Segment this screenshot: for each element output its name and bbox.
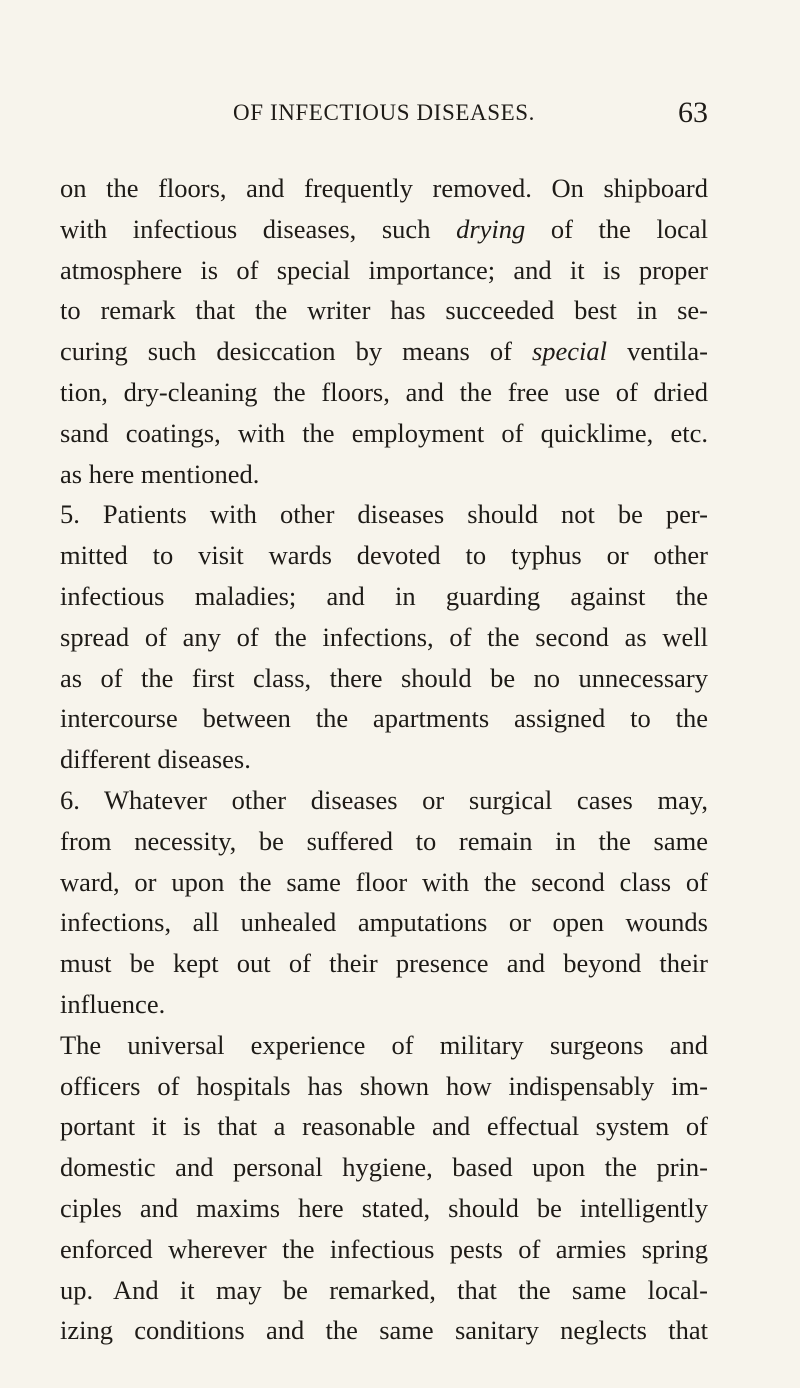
text-line bbox=[60, 535, 708, 576]
text-segment: ward, or upon the same floor with the second class of bbox=[60, 866, 708, 897]
text-segment: sand coatings, with the employment of quicklime, etc. bbox=[60, 417, 708, 448]
text-segment: spread of any of the infections, of the second as well bbox=[60, 621, 708, 652]
text-segment: must be kept out of their presence and beyond their bbox=[60, 948, 708, 979]
text-line bbox=[60, 658, 708, 699]
text-segment: intercourse between the apartments assigned to the bbox=[60, 703, 708, 734]
text-line bbox=[60, 984, 708, 1025]
text-line bbox=[60, 168, 708, 209]
text-segment: from necessity, be suffered to remain in the same bbox=[60, 825, 708, 856]
text-line bbox=[60, 862, 708, 903]
text-segment: ciples and maxims here stated, should be intelligently bbox=[60, 1192, 708, 1223]
text-line bbox=[60, 576, 708, 617]
body-text bbox=[60, 168, 708, 1351]
text-segment: 5. Patients with other diseases should not be per- bbox=[60, 499, 708, 530]
italic-text: drying bbox=[456, 213, 526, 244]
text-segment: up. And it may be remarked, that the same local- bbox=[60, 1274, 708, 1305]
running-title: OF INFECTIOUS DISEASES. bbox=[233, 100, 535, 125]
text-line bbox=[60, 250, 708, 291]
text-segment: as of the first class, there should be no unnecessary bbox=[60, 662, 708, 693]
page-number: 63 bbox=[678, 96, 708, 129]
text-segment: mitted to visit wards devoted to typhus or other bbox=[60, 540, 708, 571]
text-segment: influence. bbox=[60, 988, 166, 1019]
text-line bbox=[60, 372, 708, 413]
text-segment: portant it is that a reasonable and effectual system of bbox=[60, 1111, 708, 1142]
text-line bbox=[60, 454, 708, 495]
text-segment: different diseases. bbox=[60, 744, 251, 775]
text-line bbox=[60, 902, 708, 943]
text-line bbox=[60, 413, 708, 454]
text-line bbox=[60, 1147, 708, 1188]
text-line bbox=[60, 494, 708, 535]
text-segment: of the local bbox=[525, 213, 708, 244]
text-segment: as here mentioned. bbox=[60, 458, 260, 489]
text-line bbox=[60, 1106, 708, 1147]
text-line bbox=[60, 1066, 708, 1107]
text-line bbox=[60, 1188, 708, 1229]
text-segment: on the floors, and frequently removed. On shipboard bbox=[60, 173, 708, 203]
text-segment: to remark that the writer has succeeded best in se- bbox=[60, 295, 708, 326]
text-segment: izing conditions and the same sanitary neglects that bbox=[60, 1315, 708, 1346]
text-line bbox=[60, 943, 708, 984]
text-segment: domestic and personal hygiene, based upon the prin- bbox=[60, 1152, 708, 1183]
text-segment: ventila- bbox=[607, 336, 709, 367]
text-segment: infectious maladies; and in guarding against the bbox=[60, 580, 708, 611]
text-line bbox=[60, 739, 708, 780]
text-segment: enforced wherever the infectious pests of armies spring bbox=[60, 1233, 708, 1264]
text-line bbox=[60, 209, 708, 250]
text-segment: officers of hospitals has shown how indispensably im- bbox=[60, 1070, 708, 1101]
text-line bbox=[60, 1310, 708, 1351]
text-line bbox=[60, 290, 708, 331]
text-segment: 6. Whatever other diseases or surgical cases may, bbox=[60, 784, 708, 815]
text-line bbox=[60, 1025, 708, 1066]
text-line bbox=[60, 1229, 708, 1270]
text-segment: curing such desiccation by means of bbox=[60, 336, 532, 367]
text-line bbox=[60, 780, 708, 821]
text-segment: with infectious diseases, such bbox=[60, 213, 457, 244]
text-segment: atmosphere is of special importance; and it is proper bbox=[60, 254, 708, 285]
text-line bbox=[60, 698, 708, 739]
text-segment: The universal experience of military surgeons and bbox=[60, 1029, 708, 1060]
text-line bbox=[60, 821, 708, 862]
italic-text: special bbox=[531, 336, 608, 367]
text-segment: infections, all unhealed amputations or open wounds bbox=[60, 907, 708, 938]
text-segment: tion, dry-cleaning the floors, and the free use of dried bbox=[60, 376, 708, 407]
running-head bbox=[60, 96, 708, 136]
text-line bbox=[60, 1270, 708, 1311]
text-line bbox=[60, 617, 708, 658]
text-line bbox=[60, 331, 708, 372]
